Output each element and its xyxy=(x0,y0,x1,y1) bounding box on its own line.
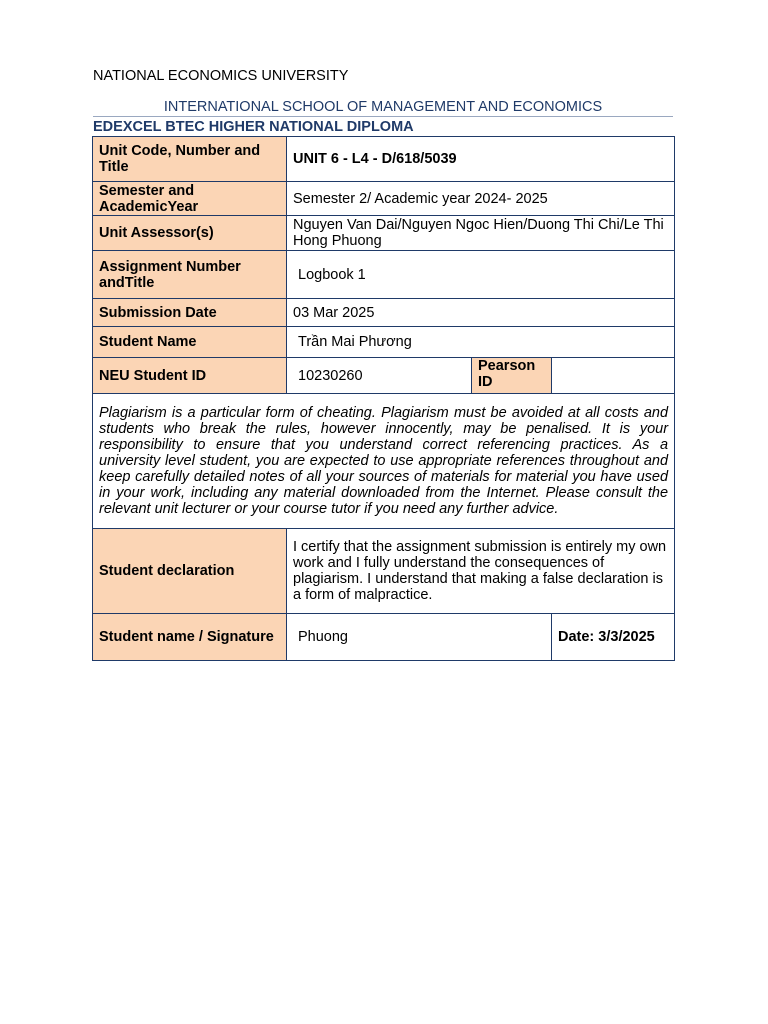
row-semester xyxy=(93,182,675,216)
row-unit xyxy=(93,137,675,182)
semester-value: Semester 2/ Academic year 2024- 2025 xyxy=(287,182,675,216)
university-name: NATIONAL ECONOMICS UNIVERSITY xyxy=(93,68,349,84)
submission-label: Submission Date xyxy=(93,299,287,327)
assignment-value: Logbook 1 xyxy=(287,251,675,299)
plagiarism-notice: Plagiarism is a particular form of cheating. Plagiarism must be avoided at all costs and students who break the rules, however innocently, may be penalised. It is your responsibility to ensure that you understand correct referencing practices. As a university level student, you are expected to use appropriate references throughout and keep carefully detailed notes of all your sources of materials for material you have used in your work, including any material downloaded from the Internet. Please consult the relevant unit lecturer or your course tutor if you need any further advice. xyxy=(93,394,675,529)
declaration-label: Student declaration xyxy=(93,529,287,614)
row-assessor xyxy=(93,216,675,251)
neu-id-value: 10230260 xyxy=(287,358,472,394)
row-signature xyxy=(93,614,675,661)
pearson-id-value xyxy=(552,358,675,394)
row-submission xyxy=(93,299,675,327)
submission-value: 03 Mar 2025 xyxy=(287,299,675,327)
unit-label: Unit Code, Number and Title xyxy=(93,137,287,182)
date-value: Date: 3/3/2025 xyxy=(552,614,675,661)
row-notice xyxy=(93,394,675,529)
pearson-id-label: Pearson ID xyxy=(472,358,552,394)
school-name: INTERNATIONAL SCHOOL OF MANAGEMENT AND ECONOMICS xyxy=(93,99,673,117)
row-assignment xyxy=(93,251,675,299)
neu-id-label: NEU Student ID xyxy=(93,358,287,394)
semester-label: Semester and AcademicYear xyxy=(93,182,287,216)
student-name-label: Student Name xyxy=(93,327,287,358)
signature-value: Phuong xyxy=(287,614,552,661)
assignment-label: Assignment Number andTitle xyxy=(93,251,287,299)
assignment-cover-table xyxy=(92,136,675,661)
student-name-value: Trần Mai Phương xyxy=(287,327,675,358)
diploma-title: EDEXCEL BTEC HIGHER NATIONAL DIPLOMA xyxy=(93,119,414,135)
declaration-text: I certify that the assignment submission is entirely my own work and I fully understand the consequences of plagiarism. I understand that making a false declaration is a form of malpractice. xyxy=(287,529,675,614)
row-declaration xyxy=(93,529,675,614)
signature-label: Student name / Signature xyxy=(93,614,287,661)
unit-value: UNIT 6 - L4 - D/618/5039 xyxy=(287,137,675,182)
row-ids xyxy=(93,358,675,394)
assessor-label: Unit Assessor(s) xyxy=(93,216,287,251)
row-student-name xyxy=(93,327,675,358)
assessor-value: Nguyen Van Dai/Nguyen Ngoc Hien/Duong Thi Chi/Le Thi Hong Phuong xyxy=(287,216,675,251)
